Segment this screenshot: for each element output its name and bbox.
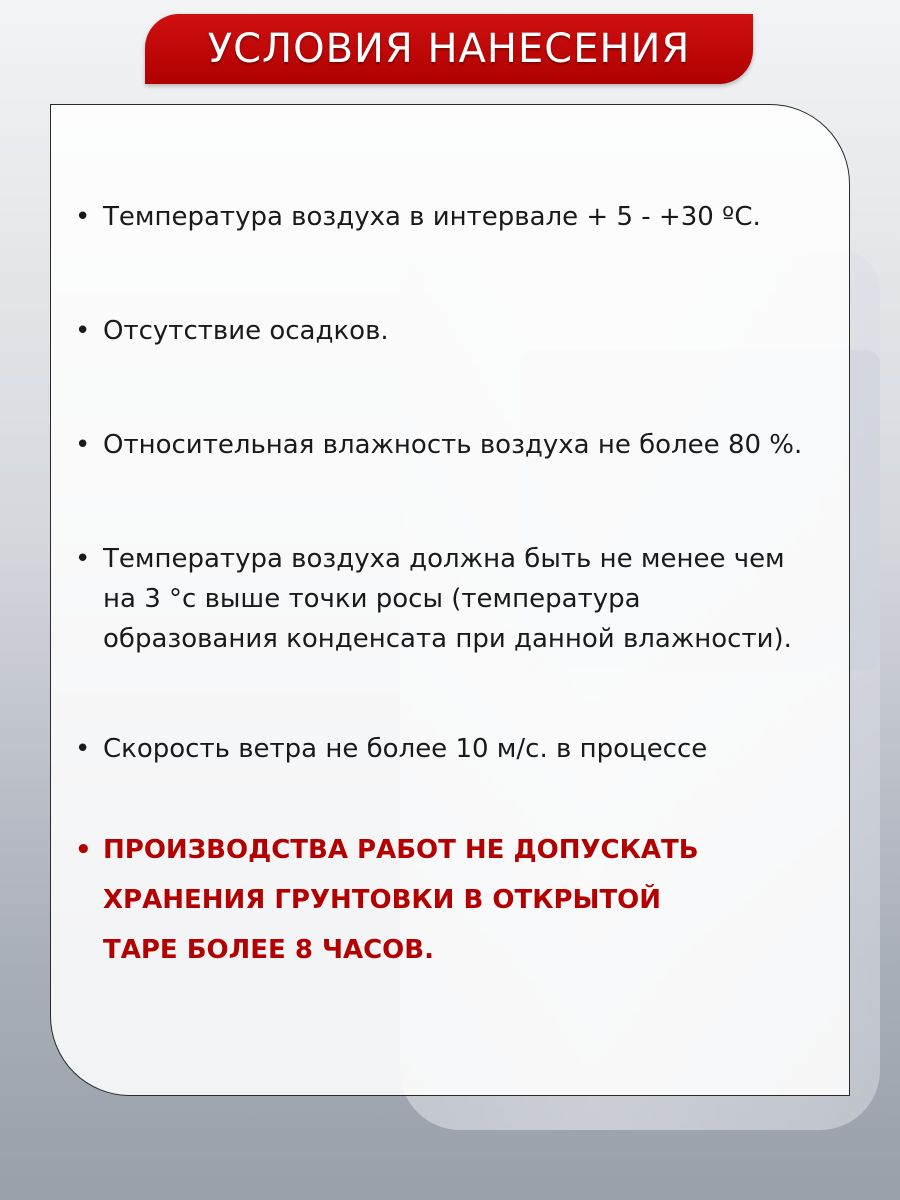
bullet-icon: • <box>75 430 91 460</box>
condition-item-temperature-range <box>75 197 843 237</box>
condition-text: Относительная влажность воздуха не более 80 %. <box>103 430 803 460</box>
condition-text: Температура воздуха в интервале + 5 - +30 ºС. <box>103 202 761 232</box>
bullet-icon: • <box>75 544 91 574</box>
bullet-icon: • <box>75 316 91 346</box>
condition-item-dew-point <box>75 539 823 659</box>
warning-text: ПРОИЗВОДСТВА РАБОТ НЕ ДОПУСКАТЬ ХРАНЕНИЯ ГРУНТОВКИ В ОТКРЫТОЙ ТАРЕ БОЛЕЕ 8 ЧАСОВ. <box>103 835 699 965</box>
page-title: УСЛОВИЯ НАНЕСЕНИЯ <box>207 26 691 72</box>
condition-text: Отсутствие осадков. <box>103 316 389 346</box>
condition-text: Скорость ветра не более 10 м/с. в процессе <box>103 734 708 764</box>
header-banner <box>145 14 753 84</box>
condition-item-no-precipitation <box>75 311 843 351</box>
condition-text: Температура воздуха должна быть не менее чем на 3 °с выше точки росы (температура образования конденсата при данной влажности). <box>103 544 792 654</box>
warning-item <box>75 825 723 975</box>
conditions-card <box>50 104 850 1096</box>
condition-item-humidity <box>75 425 843 465</box>
bullet-icon: • <box>75 734 91 764</box>
bullet-icon: • <box>75 202 91 232</box>
condition-item-wind-speed <box>75 729 843 769</box>
bullet-icon: • <box>75 835 92 865</box>
